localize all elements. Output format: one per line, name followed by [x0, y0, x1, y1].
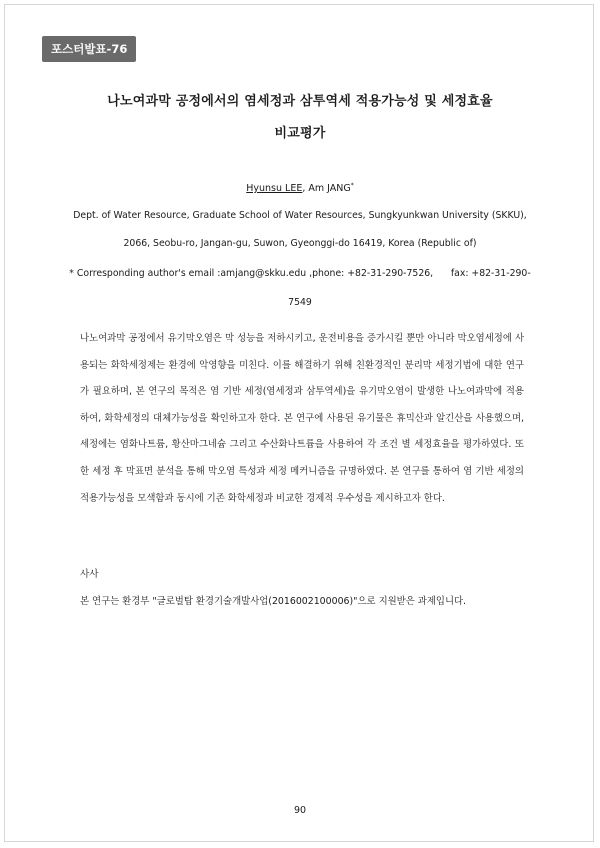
acknowledgement-heading: 사사	[80, 569, 99, 580]
paper-title-line2: 비교평가	[274, 126, 326, 141]
affiliation-line2: 2066, Seobu-ro, Jangan-gu, Suwon, Gyeonggi-do 16419, Korea (Republic of)	[123, 238, 477, 249]
other-authors: , Am JANG	[302, 183, 351, 195]
paper-title-line1: 나노여과막 공정에서의 염세정과 삼투역세 적용가능성 및 세정효율	[107, 94, 493, 109]
first-author: Hyunsu LEE	[246, 183, 303, 195]
page-number: 90	[293, 805, 307, 816]
affiliation-line1: Dept. of Water Resource, Graduate School of Water Resources, Sungkyunkwan University (SKKU),	[73, 210, 527, 221]
corresponding-mark: *	[350, 182, 354, 189]
poster-badge: 포스터발표-76	[42, 36, 136, 62]
author-line	[0, 182, 600, 194]
corresponding-line2: 7549	[288, 297, 312, 308]
acknowledgement-text: 본 연구는 환경부 "글로벌탑 환경기술개발사업(2016002100006)"으로 지원받은 과제입니다.	[80, 596, 467, 607]
abstract-body: 나노여과막 공정에서 유기막오염은 막 성능을 저하시키고, 운전비용을 증가시킬 뿐만 아니라 막오염세정에 사용되는 화학세정제는 환경에 악영향을 미친다. 이를 해결하기 위해 친환경적인 분리막 세정기법에 대한 연구가 필요하며, 본 연구의 목적은 염 기반 세정(염세정과 삼투역세)을 유기막오염이 발생한 나노여과막에 적용하여, 화학세정의 대체가능성을 확인하고자 한다. 본 연구에 사용된 유기물은 휴믹산과 알긴산을 사용했으며, 세정에는 염화나트륨, 황산마그네슘 그리고 수산화나트륨을 사용하여 각 조건 별 세정효율을 평가하였다. 또한 세정 후 막표면 분석을 통해 막오염 특성과 세정 메커니즘을 규명하였다. 본 연구를 통하여 염 기반 세정의 적용가능성을 모색함과 동시에 기존 화학세정과 비교한 경제적 우수성을 제시하고자 한다.	[80, 333, 524, 504]
corresponding-line1: * Corresponding author's email :amjang@skku.edu ,phone: +82-31-290-7526, fax: +82-31-290-	[69, 268, 531, 279]
